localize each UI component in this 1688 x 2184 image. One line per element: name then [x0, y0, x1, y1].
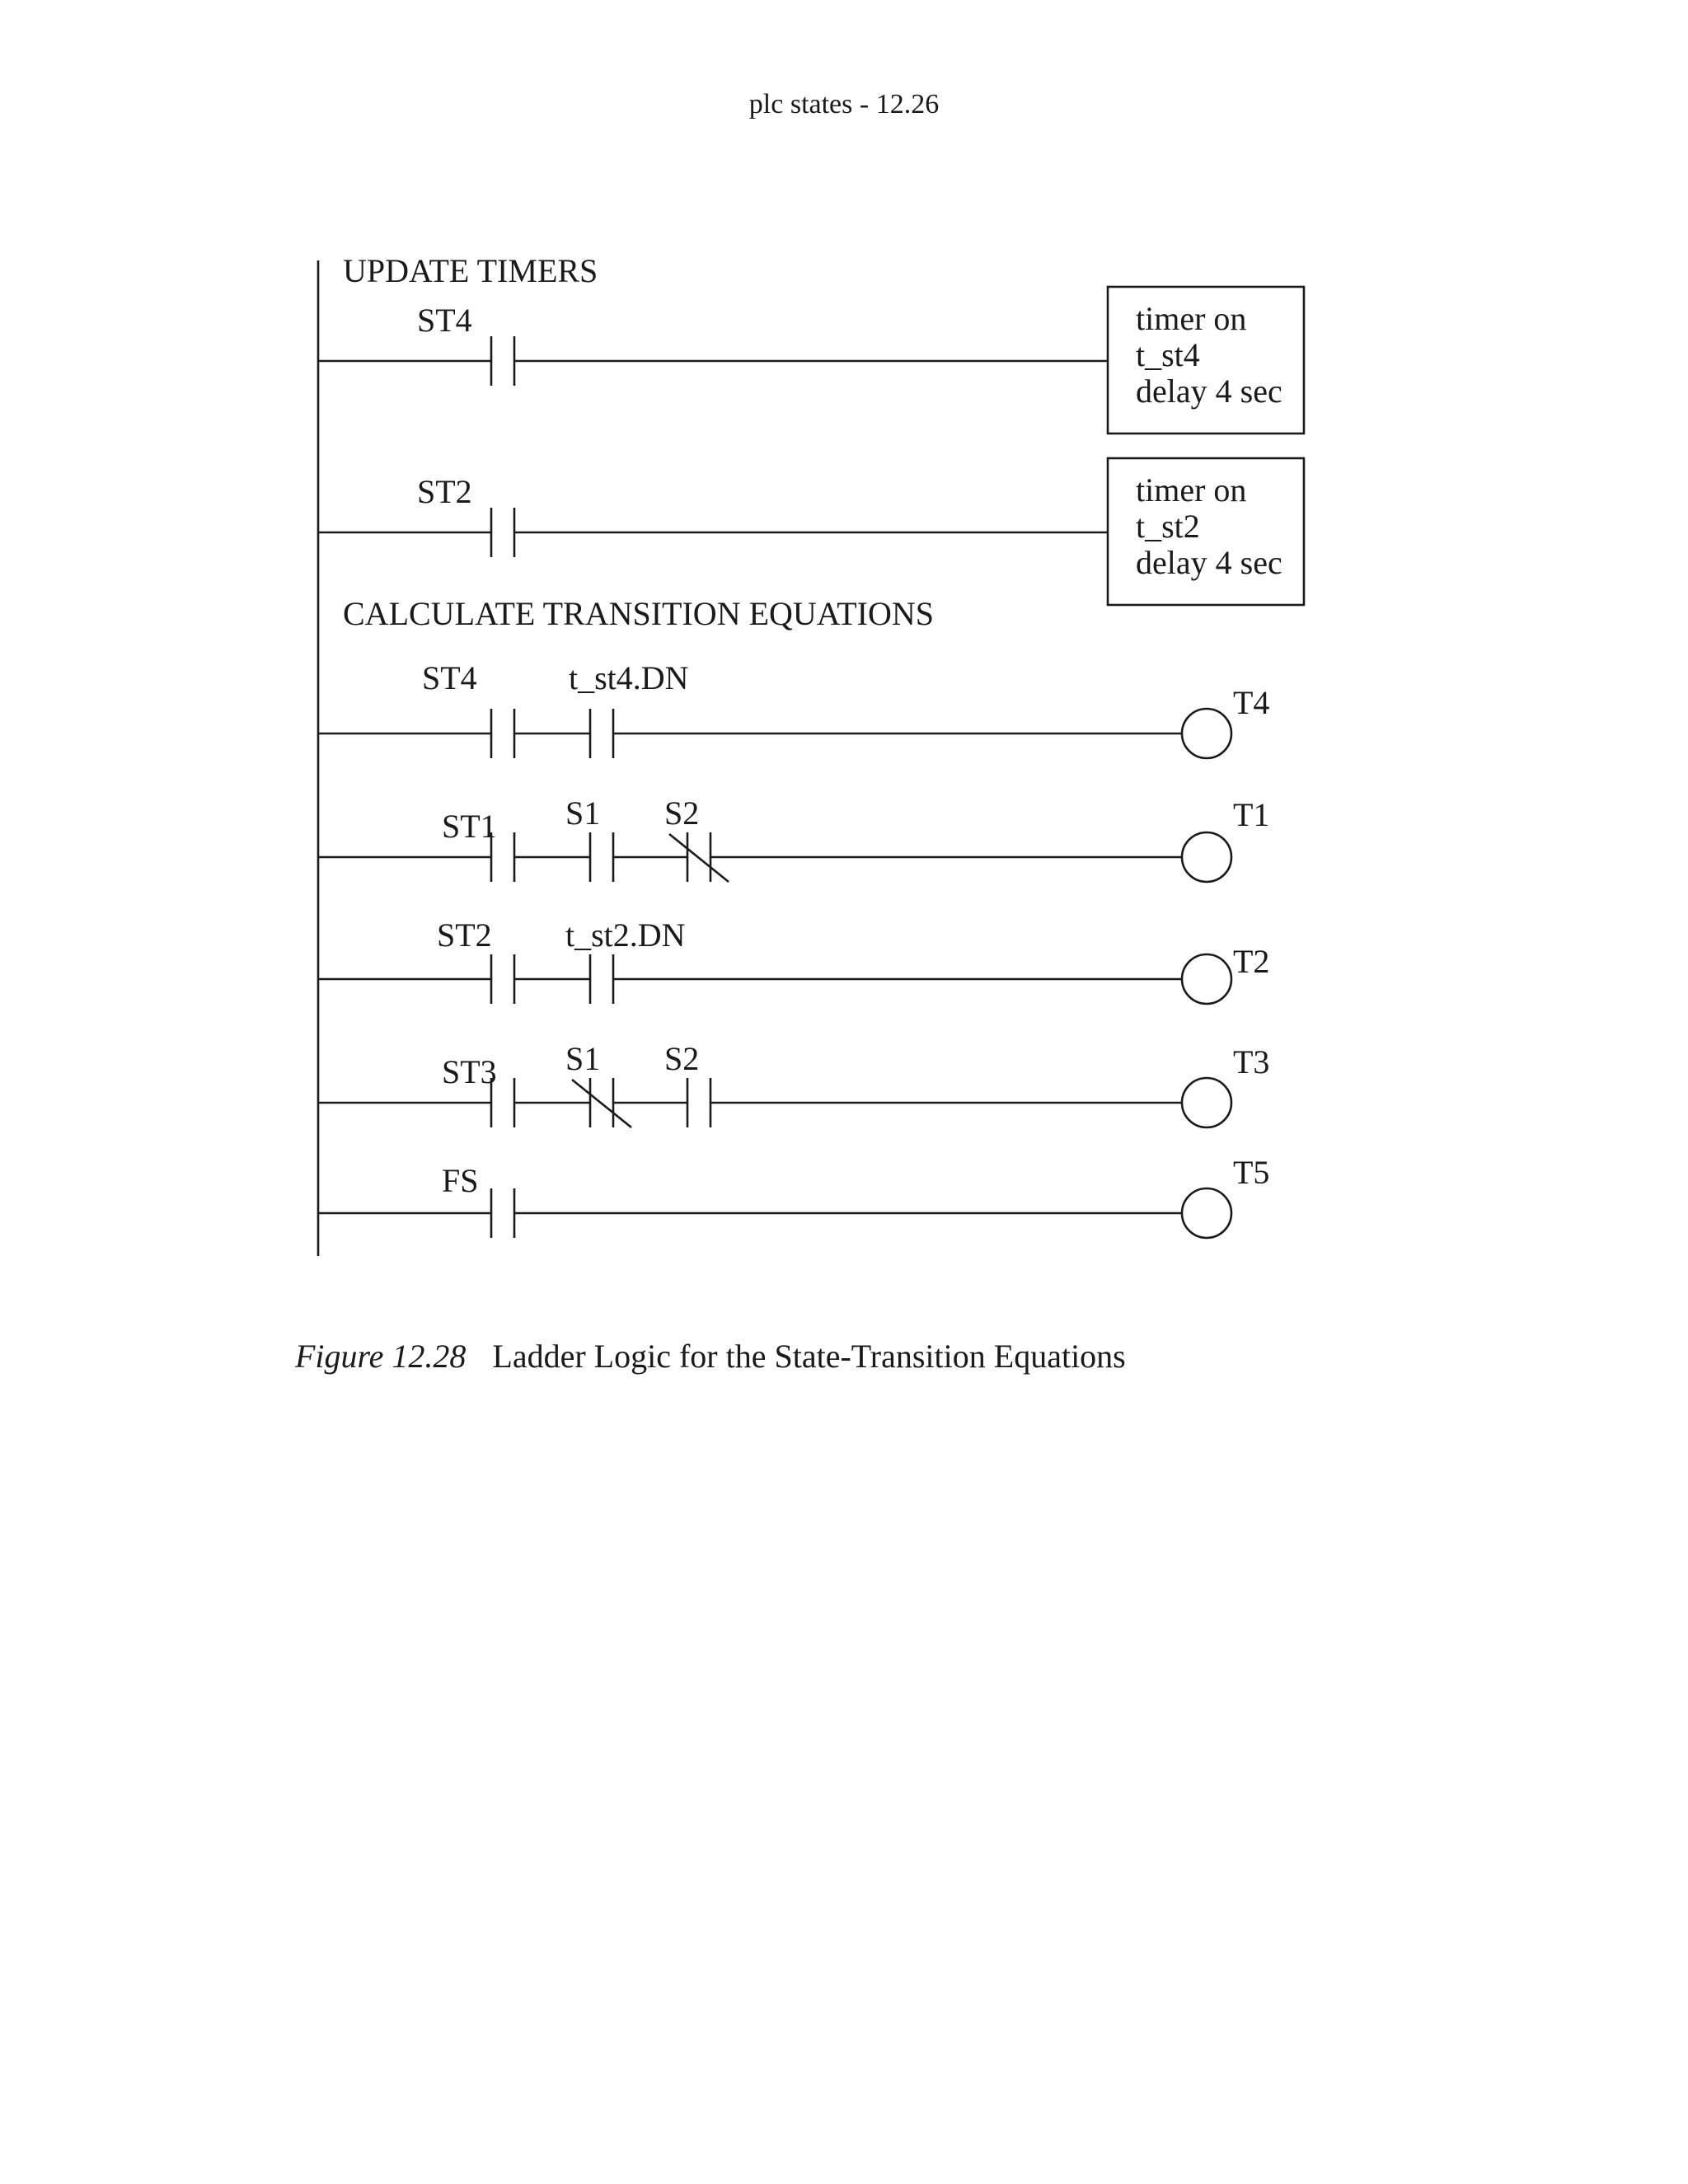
contact-t-st4-dn — [590, 709, 613, 758]
timer-rung — [318, 287, 1304, 434]
timer-box-line: t_st4 — [1136, 336, 1200, 373]
transition-rung — [318, 794, 1269, 882]
contact-st4 — [491, 709, 514, 758]
contact-fs — [491, 1188, 514, 1238]
figure-title: Ladder Logic for the State-Transition Equations — [492, 1338, 1126, 1375]
transition-rung — [318, 1154, 1269, 1238]
transition-rung — [318, 659, 1269, 758]
figure-caption — [295, 1337, 1126, 1376]
contact-st2 — [491, 954, 514, 1004]
coil-t5 — [1182, 1188, 1231, 1238]
contact-label: ST4 — [417, 302, 472, 339]
contact-s1 — [590, 832, 613, 882]
contact-label: S1 — [565, 1040, 601, 1077]
coil-t3 — [1182, 1078, 1231, 1127]
contact-label: ST4 — [422, 659, 477, 696]
transition-rung — [318, 916, 1269, 1004]
section-label-update-timers: UPDATE TIMERS — [343, 252, 598, 289]
contact-s2 — [687, 1078, 710, 1127]
contact-label: t_st2.DN — [565, 916, 686, 954]
transition-rung — [318, 1040, 1269, 1127]
coil-t1 — [1182, 832, 1231, 882]
coil-label: T4 — [1233, 684, 1270, 721]
coil-label: T5 — [1233, 1154, 1270, 1191]
coil-t2 — [1182, 954, 1231, 1004]
contact-label: t_st4.DN — [569, 659, 689, 696]
coil-label: T1 — [1233, 796, 1270, 833]
coil-t4 — [1182, 709, 1231, 758]
contact-label: FS — [442, 1162, 479, 1199]
section-label-calculate-transitions: CALCULATE TRANSITION EQUATIONS — [343, 595, 935, 632]
timer-rung — [318, 458, 1304, 605]
timer-box-line: delay 4 sec — [1136, 373, 1282, 410]
contact-label: S1 — [565, 794, 601, 832]
contact-label: ST2 — [417, 473, 472, 510]
timer-box-line: t_st2 — [1136, 508, 1200, 545]
timer-box-line: delay 4 sec — [1136, 544, 1282, 581]
contact-t-st2-dn — [590, 954, 613, 1004]
timer-box-line: timer on — [1136, 300, 1247, 337]
coil-label: T3 — [1233, 1043, 1270, 1080]
contact-label: ST2 — [437, 916, 492, 954]
contact-label: S2 — [664, 1040, 700, 1077]
contact-st2 — [491, 508, 514, 557]
contact-label: S2 — [664, 794, 700, 832]
figure-number: Figure 12.28 — [295, 1338, 467, 1375]
page-header: plc states - 12.26 — [748, 89, 940, 120]
timer-box-line: timer on — [1136, 471, 1247, 509]
contact-label: ST3 — [442, 1053, 497, 1090]
coil-label: T2 — [1233, 943, 1270, 980]
contact-label: ST1 — [442, 808, 497, 845]
contact-st4 — [491, 336, 514, 386]
